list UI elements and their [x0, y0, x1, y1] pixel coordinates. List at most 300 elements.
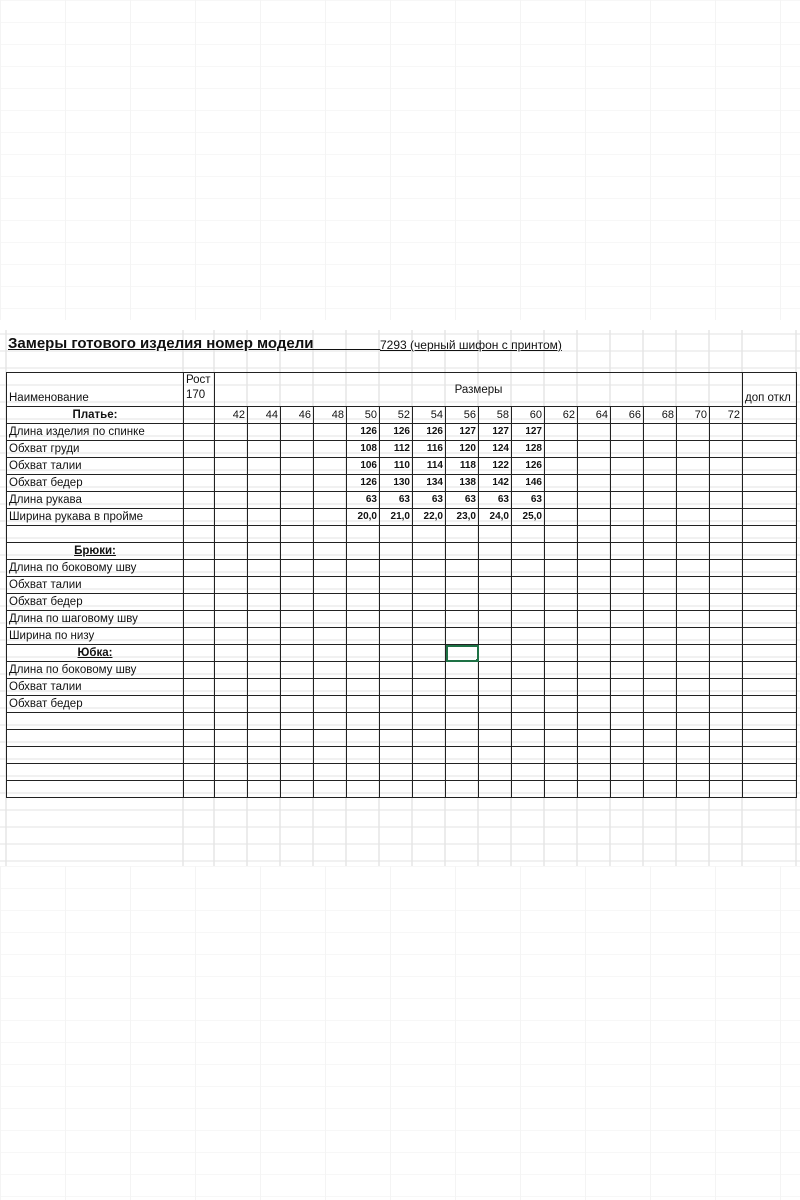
empty-cell[interactable] [281, 747, 314, 764]
empty-cell[interactable] [446, 611, 479, 628]
empty-cell[interactable] [446, 781, 479, 798]
empty-cell[interactable] [413, 730, 446, 747]
value-cell[interactable]: 63 [446, 492, 479, 509]
value-cell[interactable]: 63 [380, 492, 413, 509]
empty-cell[interactable] [314, 679, 347, 696]
empty-cell[interactable] [248, 458, 281, 475]
value-cell[interactable]: 108 [347, 441, 380, 458]
empty-cell[interactable] [347, 577, 380, 594]
header-rost[interactable] [184, 373, 215, 407]
header-dop[interactable]: доп откл [743, 373, 797, 407]
empty-cell[interactable] [314, 781, 347, 798]
value-cell[interactable]: 63 [512, 492, 545, 509]
empty-cell[interactable] [644, 475, 677, 492]
empty-cell[interactable] [479, 679, 512, 696]
empty-cell[interactable] [281, 492, 314, 509]
empty-cell[interactable] [545, 662, 578, 679]
empty-cell[interactable] [677, 645, 710, 662]
empty-cell[interactable] [413, 628, 446, 645]
empty-cell[interactable] [281, 509, 314, 526]
section-label[interactable] [7, 645, 184, 662]
dop-cell[interactable] [743, 594, 797, 611]
empty-cell[interactable] [677, 611, 710, 628]
dop-cell[interactable] [743, 628, 797, 645]
size-header-cell[interactable]: 72 [710, 407, 743, 424]
size-header-cell[interactable]: 56 [446, 407, 479, 424]
empty-cell[interactable] [512, 611, 545, 628]
empty-cell[interactable] [347, 645, 380, 662]
value-cell[interactable]: 126 [347, 475, 380, 492]
empty-cell[interactable] [644, 458, 677, 475]
empty-cell[interactable] [677, 424, 710, 441]
rost-cell[interactable] [184, 662, 215, 679]
dop-cell[interactable] [743, 560, 797, 577]
empty-cell[interactable] [677, 441, 710, 458]
empty-cell[interactable] [578, 543, 611, 560]
rost-cell[interactable] [184, 526, 215, 543]
dop-cell[interactable] [743, 577, 797, 594]
empty-cell[interactable] [281, 645, 314, 662]
empty-cell[interactable] [281, 458, 314, 475]
size-header-cell[interactable]: 60 [512, 407, 545, 424]
empty-cell[interactable] [611, 424, 644, 441]
empty-cell[interactable] [281, 475, 314, 492]
rost-cell[interactable] [184, 611, 215, 628]
empty-cell[interactable] [248, 662, 281, 679]
empty-cell[interactable] [314, 713, 347, 730]
empty-cell[interactable] [248, 441, 281, 458]
empty-cell[interactable] [644, 543, 677, 560]
empty-cell[interactable] [215, 543, 248, 560]
row-label[interactable] [7, 781, 184, 798]
empty-cell[interactable] [545, 764, 578, 781]
empty-cell[interactable] [677, 594, 710, 611]
empty-cell[interactable] [512, 543, 545, 560]
empty-cell[interactable] [347, 560, 380, 577]
empty-cell[interactable] [644, 492, 677, 509]
empty-cell[interactable] [710, 441, 743, 458]
empty-cell[interactable] [677, 492, 710, 509]
empty-cell[interactable] [710, 526, 743, 543]
row-label[interactable]: Длина по шаговому шву [7, 611, 184, 628]
empty-cell[interactable] [446, 628, 479, 645]
value-cell[interactable]: 118 [446, 458, 479, 475]
empty-cell[interactable] [380, 679, 413, 696]
row-label[interactable]: Обхват груди [7, 441, 184, 458]
empty-cell[interactable] [512, 696, 545, 713]
value-cell[interactable]: 114 [413, 458, 446, 475]
row-label[interactable]: Длина рукава [7, 492, 184, 509]
dop-cell[interactable] [743, 730, 797, 747]
empty-cell[interactable] [545, 730, 578, 747]
empty-cell[interactable] [578, 628, 611, 645]
rost-cell[interactable] [184, 424, 215, 441]
row-label[interactable]: Обхват талии [7, 458, 184, 475]
value-cell[interactable]: 63 [413, 492, 446, 509]
empty-cell[interactable] [512, 662, 545, 679]
rost-cell[interactable] [184, 543, 215, 560]
empty-cell[interactable] [314, 509, 347, 526]
dop-cell[interactable] [743, 441, 797, 458]
empty-cell[interactable] [644, 526, 677, 543]
empty-cell[interactable] [248, 509, 281, 526]
empty-cell[interactable] [215, 679, 248, 696]
empty-cell[interactable] [248, 696, 281, 713]
empty-cell[interactable] [644, 594, 677, 611]
empty-cell[interactable] [446, 747, 479, 764]
empty-cell[interactable] [578, 594, 611, 611]
value-cell[interactable]: 134 [413, 475, 446, 492]
empty-cell[interactable] [578, 611, 611, 628]
empty-cell[interactable] [446, 577, 479, 594]
empty-cell[interactable] [413, 526, 446, 543]
empty-cell[interactable] [215, 730, 248, 747]
empty-cell[interactable] [347, 611, 380, 628]
value-cell[interactable]: 122 [479, 458, 512, 475]
value-cell[interactable]: 110 [380, 458, 413, 475]
empty-cell[interactable] [281, 781, 314, 798]
empty-cell[interactable] [446, 696, 479, 713]
empty-cell[interactable] [710, 764, 743, 781]
value-cell[interactable]: 126 [413, 424, 446, 441]
empty-cell[interactable] [215, 662, 248, 679]
row-label[interactable]: Обхват талии [7, 679, 184, 696]
size-header-cell[interactable]: 64 [578, 407, 611, 424]
rost-cell[interactable] [184, 458, 215, 475]
value-cell[interactable]: 24,0 [479, 509, 512, 526]
empty-cell[interactable] [215, 492, 248, 509]
empty-cell[interactable] [281, 679, 314, 696]
empty-cell[interactable] [611, 509, 644, 526]
empty-cell[interactable] [446, 594, 479, 611]
section-label[interactable]: Платье: [7, 407, 184, 424]
size-header-cell[interactable]: 54 [413, 407, 446, 424]
empty-cell[interactable] [446, 560, 479, 577]
value-cell[interactable]: 20,0 [347, 509, 380, 526]
model-number[interactable]: 7293 (черный шифон с принтом) [380, 338, 562, 352]
empty-cell[interactable] [281, 526, 314, 543]
empty-cell[interactable] [314, 560, 347, 577]
empty-cell[interactable] [611, 594, 644, 611]
empty-cell[interactable] [314, 747, 347, 764]
empty-cell[interactable] [710, 492, 743, 509]
empty-cell[interactable] [512, 645, 545, 662]
empty-cell[interactable] [215, 441, 248, 458]
empty-cell[interactable] [248, 645, 281, 662]
empty-cell[interactable] [578, 441, 611, 458]
empty-cell[interactable] [677, 458, 710, 475]
rost-cell[interactable] [184, 781, 215, 798]
empty-cell[interactable] [215, 560, 248, 577]
empty-cell[interactable] [479, 781, 512, 798]
value-cell[interactable]: 25,0 [512, 509, 545, 526]
empty-cell[interactable] [281, 441, 314, 458]
empty-cell[interactable] [479, 764, 512, 781]
empty-cell[interactable] [479, 577, 512, 594]
empty-cell[interactable] [710, 475, 743, 492]
row-label[interactable]: Длина по боковому шву [7, 560, 184, 577]
empty-cell[interactable] [545, 560, 578, 577]
empty-cell[interactable] [677, 543, 710, 560]
value-cell[interactable]: 127 [446, 424, 479, 441]
empty-cell[interactable] [413, 764, 446, 781]
empty-cell[interactable] [611, 611, 644, 628]
size-header-cell[interactable]: 70 [677, 407, 710, 424]
empty-cell[interactable] [446, 662, 479, 679]
empty-cell[interactable] [248, 747, 281, 764]
empty-cell[interactable] [248, 764, 281, 781]
empty-cell[interactable] [248, 611, 281, 628]
rost-cell[interactable] [184, 747, 215, 764]
rost-cell[interactable] [184, 730, 215, 747]
empty-cell[interactable] [314, 730, 347, 747]
empty-cell[interactable] [644, 730, 677, 747]
size-header-cell[interactable]: 46 [281, 407, 314, 424]
row-label[interactable] [7, 526, 184, 543]
empty-cell[interactable] [644, 645, 677, 662]
empty-cell[interactable] [611, 662, 644, 679]
empty-cell[interactable] [578, 713, 611, 730]
empty-cell[interactable] [248, 526, 281, 543]
empty-cell[interactable] [611, 526, 644, 543]
size-header-cell[interactable]: 62 [545, 407, 578, 424]
dop-cell[interactable] [743, 662, 797, 679]
empty-cell[interactable] [611, 441, 644, 458]
empty-cell[interactable] [710, 628, 743, 645]
empty-cell[interactable] [347, 543, 380, 560]
empty-cell[interactable] [347, 713, 380, 730]
empty-cell[interactable] [347, 679, 380, 696]
empty-cell[interactable] [611, 492, 644, 509]
empty-cell[interactable] [314, 696, 347, 713]
empty-cell[interactable] [710, 781, 743, 798]
value-cell[interactable]: 127 [512, 424, 545, 441]
row-label[interactable]: Ширина по низу [7, 628, 184, 645]
empty-cell[interactable] [347, 781, 380, 798]
rost-cell[interactable] [184, 492, 215, 509]
empty-cell[interactable] [545, 696, 578, 713]
empty-cell[interactable] [545, 594, 578, 611]
row-label[interactable]: Обхват бедер [7, 594, 184, 611]
empty-cell[interactable] [215, 645, 248, 662]
empty-cell[interactable] [578, 458, 611, 475]
row-label[interactable]: Длина изделия по спинке [7, 424, 184, 441]
empty-cell[interactable] [314, 628, 347, 645]
empty-cell[interactable] [248, 492, 281, 509]
empty-cell[interactable] [281, 662, 314, 679]
empty-cell[interactable] [677, 628, 710, 645]
empty-cell[interactable] [512, 713, 545, 730]
empty-cell[interactable] [545, 424, 578, 441]
empty-cell[interactable] [578, 492, 611, 509]
empty-cell[interactable] [215, 628, 248, 645]
empty-cell[interactable] [281, 594, 314, 611]
dop-cell[interactable] [743, 526, 797, 543]
size-header-cell[interactable]: 52 [380, 407, 413, 424]
empty-cell[interactable] [248, 628, 281, 645]
empty-cell[interactable] [611, 543, 644, 560]
empty-cell[interactable] [248, 577, 281, 594]
empty-cell[interactable] [446, 713, 479, 730]
empty-cell[interactable] [413, 747, 446, 764]
value-cell[interactable]: 130 [380, 475, 413, 492]
empty-cell[interactable] [215, 424, 248, 441]
empty-cell[interactable] [248, 543, 281, 560]
empty-cell[interactable] [413, 577, 446, 594]
row-label[interactable] [7, 730, 184, 747]
empty-cell[interactable] [380, 526, 413, 543]
empty-cell[interactable] [512, 577, 545, 594]
empty-cell[interactable] [578, 781, 611, 798]
empty-cell[interactable] [545, 509, 578, 526]
row-label[interactable] [7, 713, 184, 730]
empty-cell[interactable] [413, 560, 446, 577]
empty-cell[interactable] [710, 594, 743, 611]
empty-cell[interactable] [710, 611, 743, 628]
empty-cell[interactable] [677, 696, 710, 713]
row-label[interactable]: Ширина рукава в пройме [7, 509, 184, 526]
empty-cell[interactable] [248, 730, 281, 747]
empty-cell[interactable] [578, 475, 611, 492]
empty-cell[interactable] [710, 713, 743, 730]
empty-cell[interactable] [578, 730, 611, 747]
empty-cell[interactable] [611, 577, 644, 594]
empty-cell[interactable] [248, 713, 281, 730]
empty-cell[interactable] [578, 696, 611, 713]
empty-cell[interactable] [677, 509, 710, 526]
empty-cell[interactable] [710, 730, 743, 747]
empty-cell[interactable] [281, 611, 314, 628]
empty-cell[interactable] [380, 764, 413, 781]
empty-cell[interactable] [710, 747, 743, 764]
empty-cell[interactable] [380, 645, 413, 662]
size-header-cell[interactable]: 58 [479, 407, 512, 424]
empty-cell[interactable] [446, 526, 479, 543]
empty-cell[interactable] [314, 645, 347, 662]
empty-cell[interactable] [578, 526, 611, 543]
empty-cell[interactable] [644, 577, 677, 594]
empty-cell[interactable] [677, 475, 710, 492]
empty-cell[interactable] [545, 645, 578, 662]
empty-cell[interactable] [512, 526, 545, 543]
value-cell[interactable]: 146 [512, 475, 545, 492]
empty-cell[interactable] [347, 594, 380, 611]
empty-cell[interactable] [380, 747, 413, 764]
dop-cell[interactable] [743, 475, 797, 492]
empty-cell[interactable] [677, 526, 710, 543]
empty-cell[interactable] [479, 628, 512, 645]
empty-cell[interactable] [479, 730, 512, 747]
empty-cell[interactable] [380, 577, 413, 594]
value-cell[interactable]: 112 [380, 441, 413, 458]
empty-cell[interactable] [611, 458, 644, 475]
header-name[interactable]: Наименование [7, 373, 184, 407]
empty-cell[interactable] [413, 594, 446, 611]
empty-cell[interactable] [545, 543, 578, 560]
empty-cell[interactable] [677, 679, 710, 696]
empty-cell[interactable] [710, 696, 743, 713]
empty-cell[interactable] [545, 526, 578, 543]
empty-cell[interactable] [281, 764, 314, 781]
empty-cell[interactable] [710, 560, 743, 577]
size-header-cell[interactable]: 50 [347, 407, 380, 424]
rost-cell[interactable] [184, 560, 215, 577]
rost-cell[interactable] [184, 475, 215, 492]
selected-cell[interactable] [446, 645, 479, 662]
empty-cell[interactable] [545, 628, 578, 645]
empty-cell[interactable] [380, 560, 413, 577]
empty-cell[interactable] [578, 747, 611, 764]
empty-cell[interactable] [611, 747, 644, 764]
empty-cell[interactable] [380, 611, 413, 628]
dop-cell[interactable] [743, 747, 797, 764]
value-cell[interactable]: 124 [479, 441, 512, 458]
empty-cell[interactable] [710, 458, 743, 475]
empty-cell[interactable] [413, 611, 446, 628]
dop-cell[interactable] [743, 458, 797, 475]
dop-cell[interactable] [743, 492, 797, 509]
empty-cell[interactable] [347, 526, 380, 543]
empty-cell[interactable] [677, 577, 710, 594]
empty-cell[interactable] [314, 662, 347, 679]
empty-cell[interactable] [413, 543, 446, 560]
dop-cell[interactable] [743, 696, 797, 713]
empty-cell[interactable] [314, 475, 347, 492]
empty-cell[interactable] [347, 747, 380, 764]
value-cell[interactable]: 128 [512, 441, 545, 458]
dop-cell[interactable] [743, 543, 797, 560]
rost-cell[interactable] [184, 407, 215, 424]
empty-cell[interactable] [413, 662, 446, 679]
empty-cell[interactable] [446, 543, 479, 560]
empty-cell[interactable] [710, 577, 743, 594]
empty-cell[interactable] [215, 475, 248, 492]
empty-cell[interactable] [710, 679, 743, 696]
empty-cell[interactable] [347, 730, 380, 747]
empty-cell[interactable] [215, 764, 248, 781]
value-cell[interactable]: 138 [446, 475, 479, 492]
empty-cell[interactable] [644, 441, 677, 458]
empty-cell[interactable] [413, 713, 446, 730]
value-cell[interactable]: 127 [479, 424, 512, 441]
empty-cell[interactable] [479, 662, 512, 679]
rost-cell[interactable] [184, 679, 215, 696]
value-cell[interactable]: 126 [512, 458, 545, 475]
empty-cell[interactable] [512, 594, 545, 611]
empty-cell[interactable] [578, 645, 611, 662]
empty-cell[interactable] [281, 730, 314, 747]
empty-cell[interactable] [281, 696, 314, 713]
empty-cell[interactable] [281, 577, 314, 594]
empty-cell[interactable] [677, 730, 710, 747]
row-label[interactable]: Обхват бедер [7, 696, 184, 713]
empty-cell[interactable] [446, 730, 479, 747]
empty-cell[interactable] [578, 560, 611, 577]
empty-cell[interactable] [314, 458, 347, 475]
empty-cell[interactable] [215, 458, 248, 475]
empty-cell[interactable] [281, 543, 314, 560]
empty-cell[interactable] [644, 764, 677, 781]
empty-cell[interactable] [578, 509, 611, 526]
empty-cell[interactable] [380, 713, 413, 730]
empty-cell[interactable] [413, 679, 446, 696]
empty-cell[interactable] [248, 594, 281, 611]
empty-cell[interactable] [644, 560, 677, 577]
empty-cell[interactable] [677, 662, 710, 679]
empty-cell[interactable] [611, 628, 644, 645]
dop-cell[interactable] [743, 713, 797, 730]
value-cell[interactable]: 21,0 [380, 509, 413, 526]
